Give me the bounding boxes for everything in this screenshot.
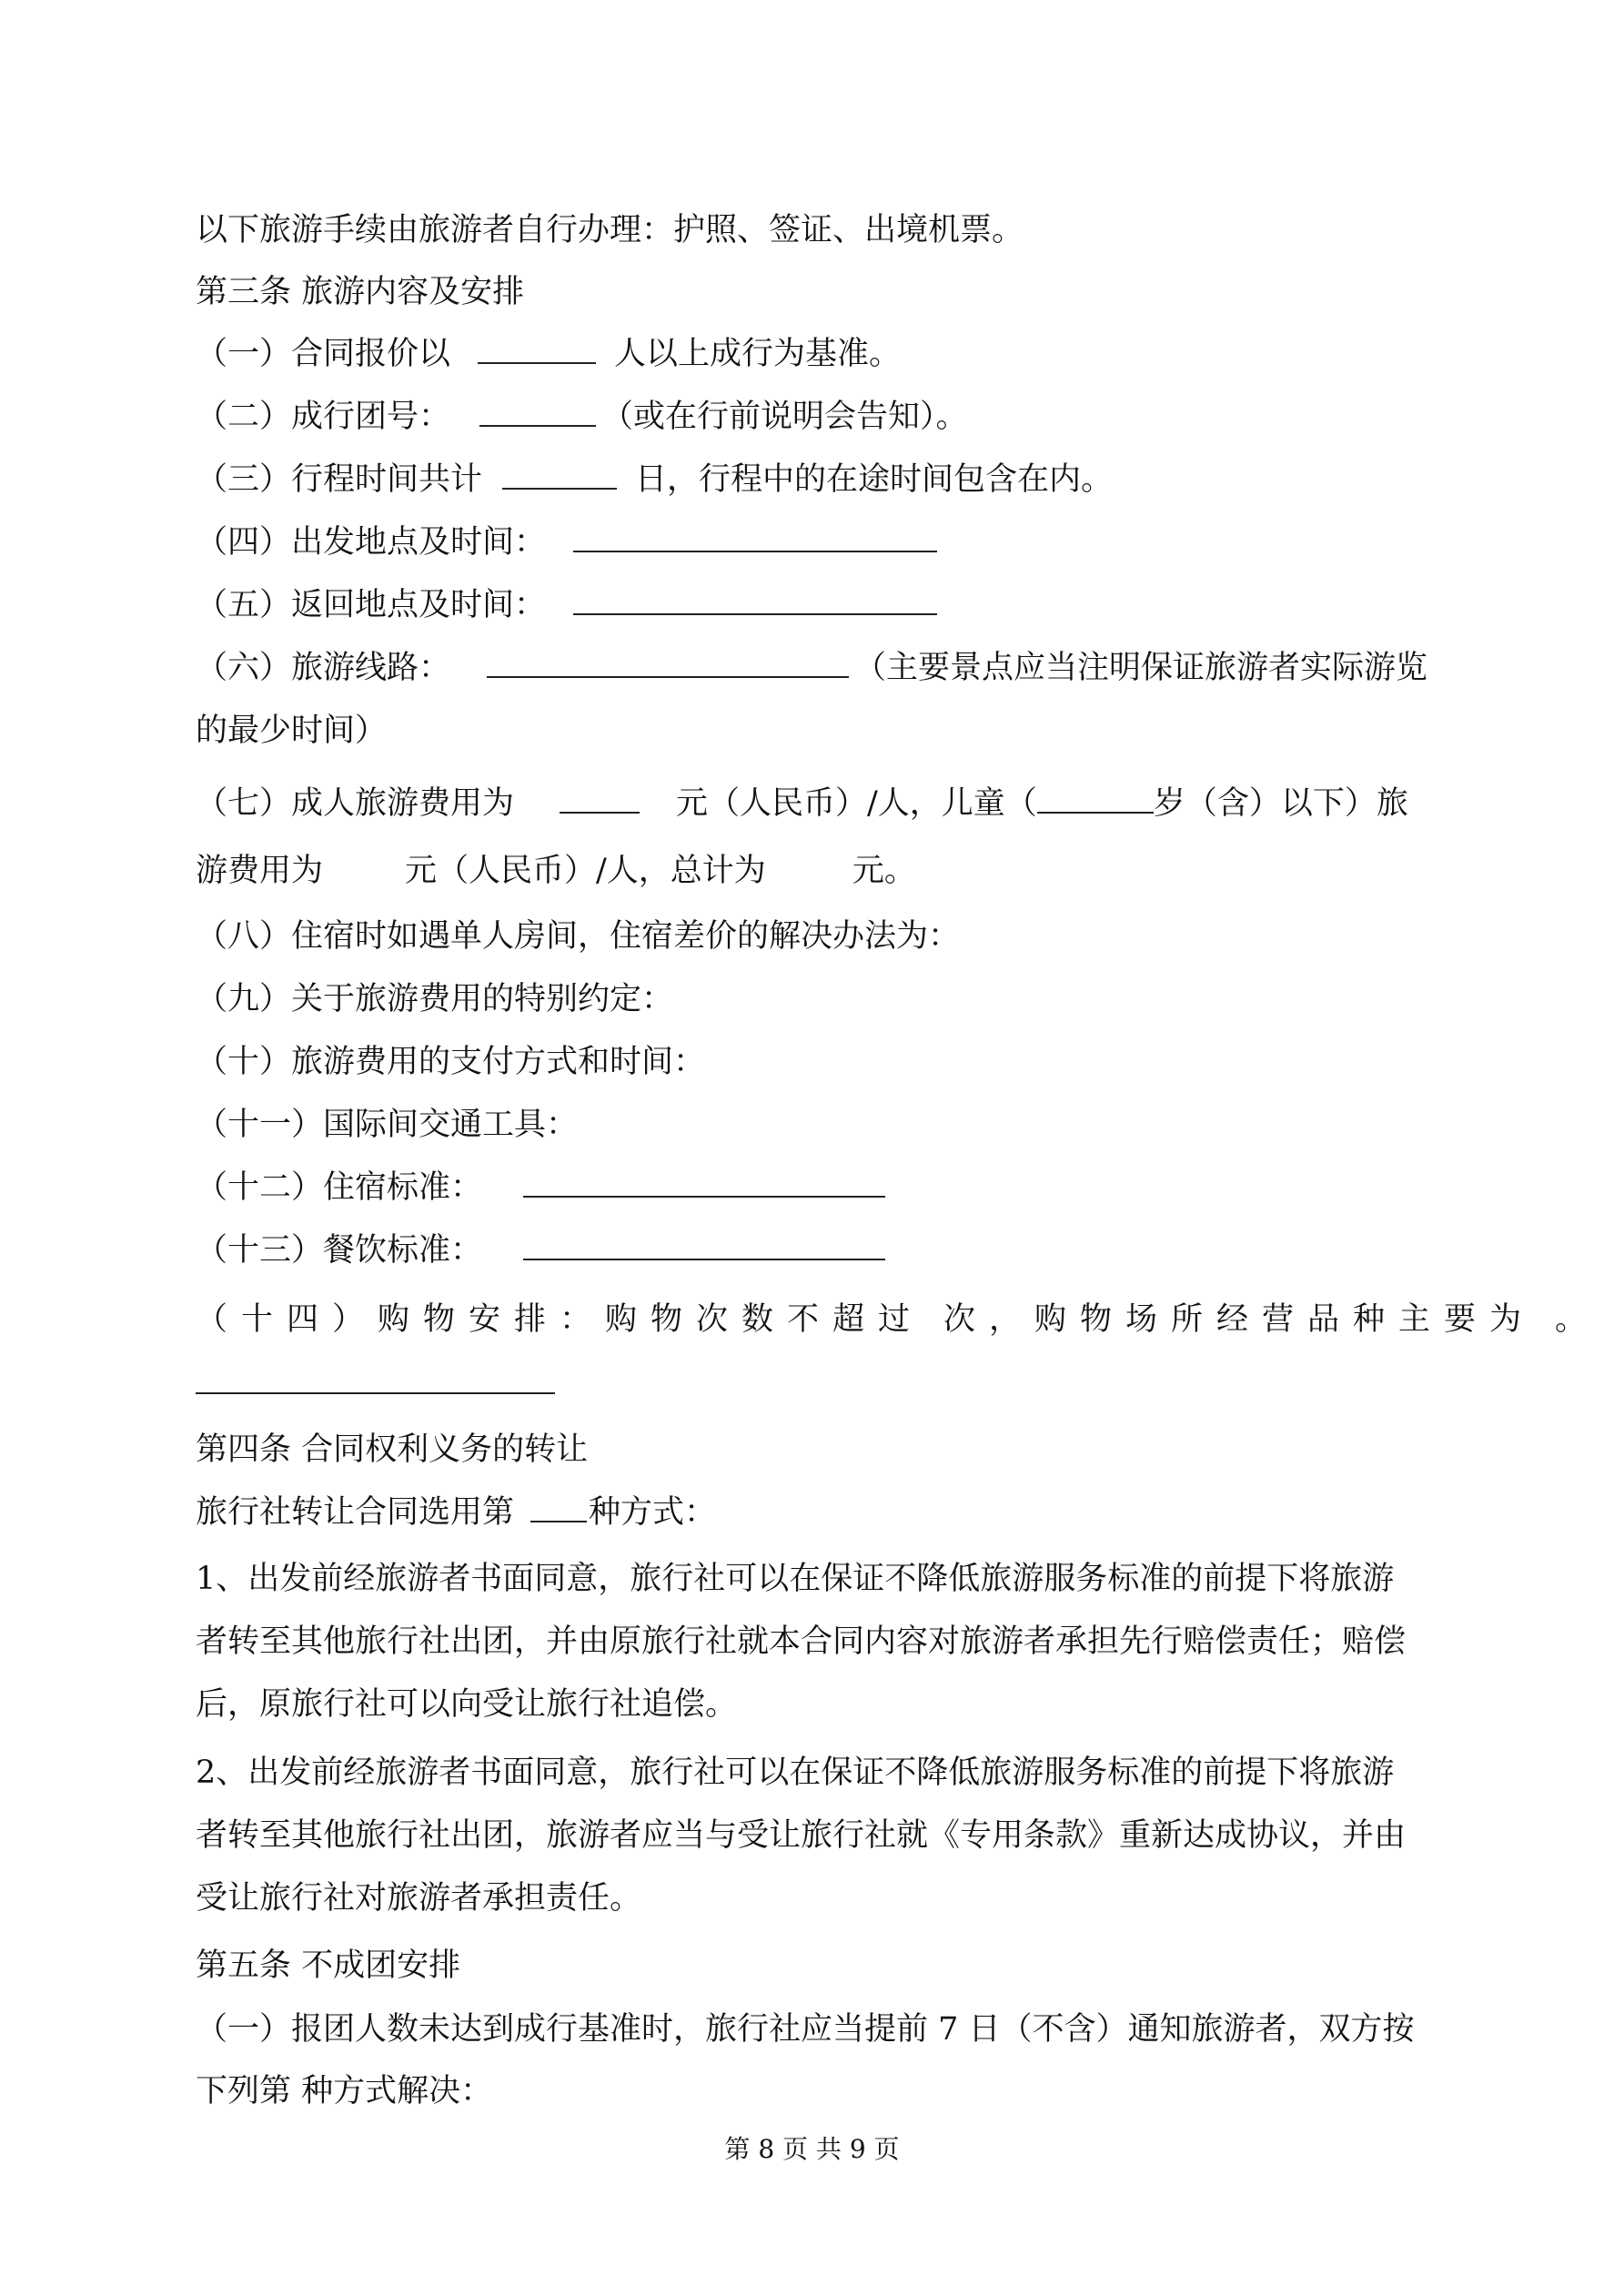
- blank-field[interactable]: [478, 331, 596, 364]
- transfer-item-1-cont: [196, 1619, 1442, 1664]
- text: （九）关于旅游费用的特别约定：: [196, 981, 674, 1017]
- text: 元（人民币）/人，总计为: [405, 853, 766, 889]
- blank-field[interactable]: [487, 645, 849, 678]
- text: （十四）购物安排：购物次数不超过: [196, 1301, 924, 1338]
- blank-field[interactable]: [530, 1490, 587, 1522]
- clause-3-8: [196, 914, 1442, 959]
- text: 种方式：: [589, 1494, 717, 1531]
- blank-field[interactable]: [573, 582, 937, 615]
- clause-3-9: [196, 976, 1442, 1022]
- clause-3-12: [196, 1165, 1442, 1210]
- text: （主要景点应当注明保证旅游者实际游览: [854, 650, 1428, 686]
- blank-field[interactable]: [573, 520, 937, 552]
- text: （四）出发地点及时间：: [196, 524, 547, 561]
- blank-field[interactable]: [560, 781, 640, 814]
- blank-field[interactable]: [479, 394, 596, 427]
- text: 受让旅行社对旅游者承担责任。: [196, 1880, 642, 1917]
- page-number-footer: 第 8 页 共 9 页: [724, 2134, 900, 2164]
- transfer-option: [196, 1490, 1442, 1535]
- text: （八）住宿时如遇单人房间，住宿差价的解决办法为：: [196, 918, 961, 955]
- transfer-item-1: [196, 1556, 1442, 1602]
- clause-3-10: [196, 1039, 1442, 1085]
- text: 第五条 不成团安排: [196, 1947, 461, 1984]
- blank-field[interactable]: [523, 1165, 885, 1198]
- clause-3-11: [196, 1102, 1442, 1148]
- text: （一）合同报价以: [196, 336, 451, 372]
- text: 后，原旅行社可以向受让旅行社追偿。: [196, 1686, 738, 1723]
- clause-5-1-cont: [196, 2068, 1442, 2114]
- blank-field[interactable]: [1037, 781, 1154, 814]
- clause-3-14: [196, 1297, 1601, 1342]
- text: 。: [1555, 1301, 1601, 1338]
- text: 岁（含）以下）旅: [1153, 785, 1408, 822]
- text: （三）行程时间共计: [196, 461, 483, 498]
- text: 日，行程中的在途时间包含在内。: [635, 461, 1114, 498]
- text: （六）旅游线路：: [196, 650, 451, 686]
- clause-3-4: [196, 520, 1442, 565]
- text: 者转至其他旅行社出团，旅游者应当与受让旅行社就《专用条款》重新达成协议，并由: [196, 1817, 1407, 1854]
- text: 2、出发前经旅游者书面同意，旅行社可以在保证不降低旅游服务标准的前提下将旅游: [196, 1755, 1395, 1791]
- clause-3-1: [196, 331, 1442, 377]
- heading-article-5: [196, 1943, 1442, 1988]
- clause-3-5: [196, 582, 1442, 628]
- text: 以下旅游手续由旅游者自行办理：护照、签证、出境机票。: [196, 212, 1024, 248]
- text: （十）旅游费用的支付方式和时间：: [196, 1044, 706, 1080]
- text: （七）成人旅游费用为: [196, 785, 515, 822]
- heading-article-3: [196, 269, 1442, 315]
- line-travel-procedures: [196, 207, 1442, 253]
- text: （十二）住宿标准：: [196, 1169, 483, 1206]
- blank-field[interactable]: [502, 457, 617, 490]
- transfer-item-2-cont: [196, 1813, 1442, 1858]
- text: 第三条 旅游内容及安排: [196, 274, 525, 310]
- transfer-item-2: [196, 1750, 1442, 1795]
- text: 1、出发前经旅游者书面同意，旅行社可以在保证不降低旅游服务标准的前提下将旅游: [196, 1561, 1395, 1597]
- text: 游费用为: [196, 853, 324, 889]
- text: （十三）餐饮标准：: [196, 1232, 483, 1269]
- text: 人以上成行为基准。: [614, 336, 902, 372]
- clause-3-7-cont: [196, 848, 1442, 894]
- blank-field-shopping[interactable]: [196, 1392, 555, 1394]
- text: 者转至其他旅行社出团，并由原旅行社就本合同内容对旅游者承担先行赔偿责任；赔偿: [196, 1623, 1407, 1660]
- clause-3-6-cont: [196, 708, 1442, 754]
- text: 的最少时间）: [196, 713, 388, 749]
- heading-article-4: [196, 1427, 1442, 1472]
- clause-3-6: [196, 645, 1442, 691]
- text: （一）报团人数未达到成行基准时，旅行社应当提前 7 日（不含）通知旅游者，双方按: [196, 2011, 1415, 2048]
- text: （或在行前说明会告知）。: [601, 399, 968, 435]
- clause-3-2: [196, 394, 1442, 440]
- text: 元（人民币）/人，儿童（: [676, 785, 1037, 822]
- transfer-item-1-cont2: [196, 1682, 1442, 1727]
- text: （十一）国际间交通工具：: [196, 1107, 579, 1143]
- transfer-item-2-cont2: [196, 1876, 1442, 1921]
- text: 元。: [852, 853, 916, 889]
- blank-field[interactable]: [523, 1228, 885, 1260]
- text: 次，购物场所经营品种主要为: [943, 1301, 1536, 1338]
- clause-5-1: [196, 2007, 1442, 2052]
- clause-3-7: [196, 781, 1442, 826]
- text: 第四条 合同权利义务的转让: [196, 1431, 589, 1468]
- text: （二）成行团号：: [196, 399, 451, 435]
- text: （五）返回地点及时间：: [196, 587, 547, 623]
- clause-3-3: [196, 457, 1442, 502]
- text: 下列第 种方式解决：: [196, 2073, 493, 2109]
- clause-3-13: [196, 1228, 1442, 1273]
- text: 旅行社转让合同选用第: [196, 1494, 515, 1531]
